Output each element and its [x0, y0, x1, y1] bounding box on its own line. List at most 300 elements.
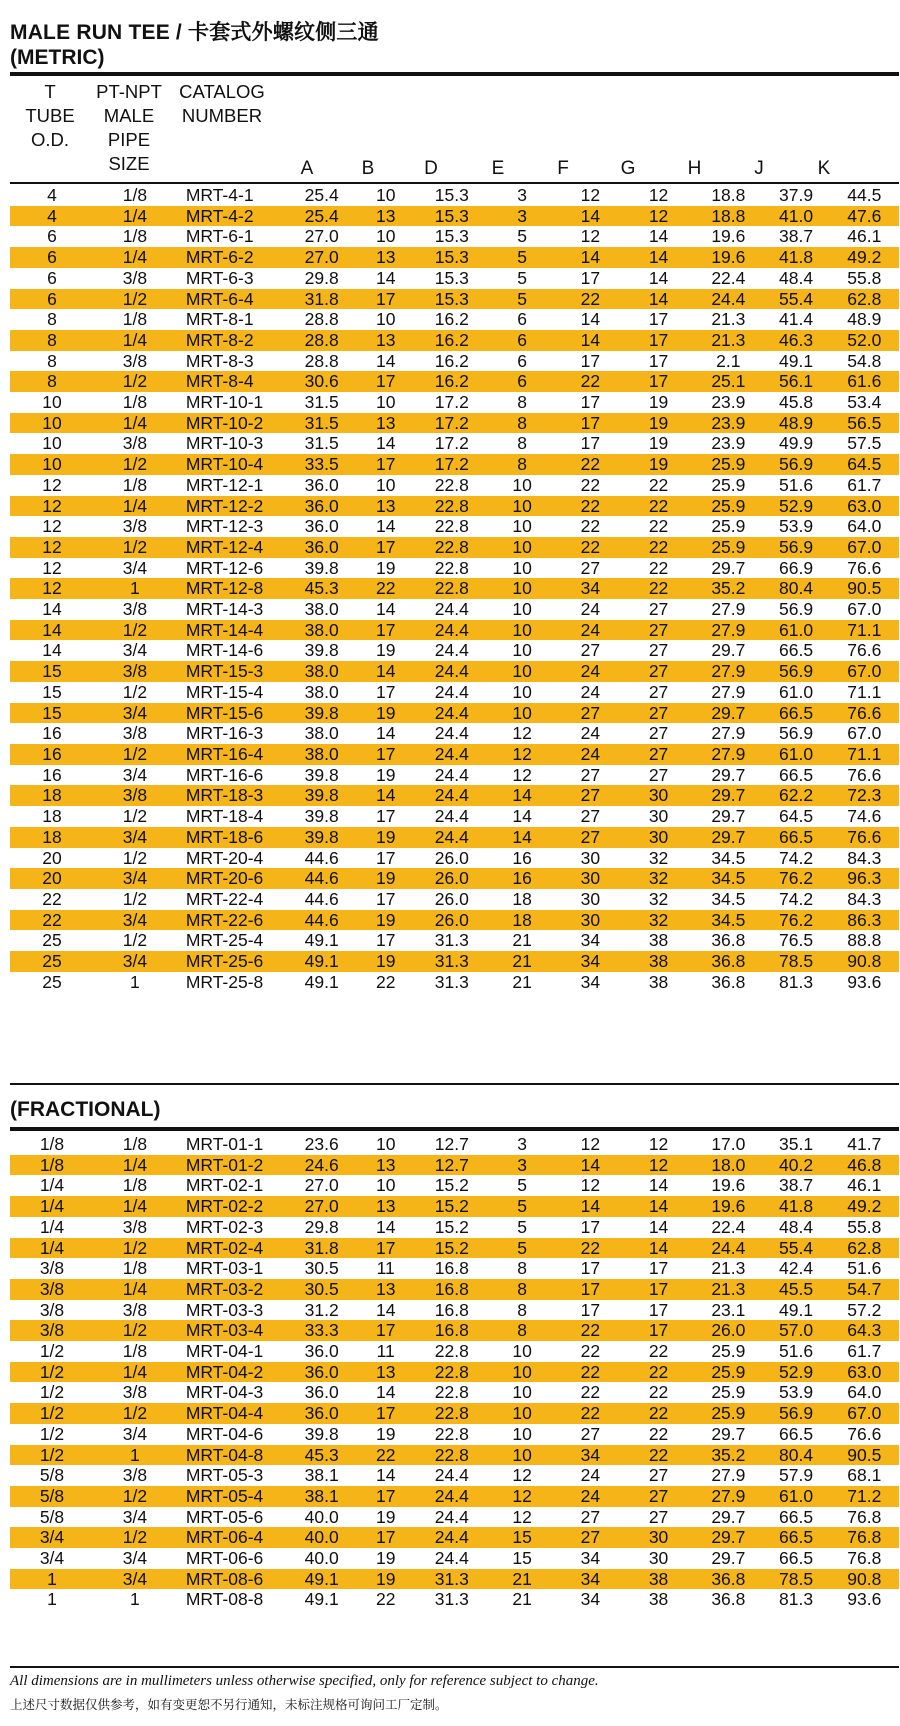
cell-dim-h: 29.7 — [694, 703, 762, 724]
cell-dim-d: 24.4 — [417, 827, 486, 848]
cell-dim-d: 17.2 — [434, 433, 469, 454]
cell-dim-e: 10 — [512, 1341, 532, 1362]
cell-dim-g: 12 — [623, 1155, 694, 1176]
cell-tube-od: 5/8 — [39, 1506, 65, 1527]
cell-dim-e: 21 — [486, 951, 557, 972]
table-row — [10, 1507, 899, 1528]
cell-dim-d: 16.2 — [434, 309, 469, 330]
cell-dim-e: 10 — [512, 1423, 532, 1444]
cell-dim-b: 17 — [354, 620, 417, 641]
cell-catalog-number: MRT-03-1 — [185, 1258, 264, 1279]
cell-dim-e: 6 — [486, 371, 557, 392]
cell-catalog-number: MRT-16-4 — [176, 744, 289, 765]
cell-dim-g: 38 — [648, 971, 669, 992]
cell-dim-k: 67.0 — [830, 537, 899, 558]
cell-dim-b: 10 — [375, 1175, 396, 1196]
cell-tube-od: 12 — [42, 474, 62, 495]
cell-pipe-size: 3/4 — [122, 640, 148, 661]
cell-dim-h: 24.4 — [694, 289, 762, 310]
cell-catalog-number: MRT-18-4 — [185, 806, 264, 827]
cell-dim-f: 17 — [558, 413, 623, 434]
cell-catalog-number: MRT-12-3 — [185, 516, 264, 537]
table-row — [10, 848, 899, 869]
cell-dim-a: 39.8 — [289, 785, 354, 806]
cell-catalog-number: MRT-03-4 — [176, 1320, 289, 1341]
cell-dim-f: 17 — [580, 1299, 601, 1320]
cell-dim-h: 18.8 — [694, 206, 762, 227]
cell-dim-g: 22 — [648, 1423, 669, 1444]
table-row — [10, 1134, 899, 1155]
cell-dim-f: 14 — [558, 206, 623, 227]
cell-dim-k: 64.0 — [847, 516, 882, 537]
cell-dim-j: 80.4 — [762, 1445, 829, 1466]
cell-dim-b: 14 — [375, 433, 396, 454]
cell-dim-b: 13 — [354, 247, 417, 268]
cell-dim-b: 17 — [354, 1320, 417, 1341]
cell-dim-g: 17 — [623, 1279, 694, 1300]
cell-pipe-size: 1/8 — [122, 1341, 148, 1362]
table-row — [10, 1341, 899, 1362]
cell-dim-j: 49.1 — [779, 1299, 814, 1320]
cell-dim-j: 48.4 — [779, 1216, 814, 1237]
table-row — [10, 1238, 899, 1259]
cell-dim-e: 12 — [512, 1465, 532, 1486]
cell-catalog-number: MRT-20-4 — [185, 847, 264, 868]
cell-dim-g: 27 — [648, 681, 669, 702]
cell-dim-d: 24.4 — [417, 744, 486, 765]
cell-dim-h: 2.1 — [716, 350, 741, 371]
cell-dim-e: 8 — [517, 433, 527, 454]
cell-dim-k: 90.8 — [830, 1569, 899, 1590]
cell-dim-g: 14 — [648, 226, 669, 247]
cell-tube-od: 6 — [47, 267, 57, 288]
cell-dim-j: 78.5 — [762, 1569, 829, 1590]
cell-tube-od: 12 — [10, 496, 94, 517]
table-row — [10, 1320, 899, 1341]
cell-dim-f: 24 — [580, 1465, 601, 1486]
cell-dim-a: 30.5 — [304, 1258, 339, 1279]
cell-dim-b: 19 — [354, 951, 417, 972]
cell-tube-od: 3/8 — [39, 1299, 65, 1320]
cell-catalog-number: MRT-14-3 — [185, 599, 264, 620]
cell-dim-d: 24.4 — [434, 806, 469, 827]
cell-dim-e: 12 — [512, 1506, 532, 1527]
cell-dim-f: 24 — [558, 1486, 623, 1507]
cell-dim-f: 24 — [580, 723, 601, 744]
cell-dim-k: 62.8 — [830, 1238, 899, 1259]
cell-dim-a: 31.8 — [289, 289, 354, 310]
cell-dim-e: 3 — [486, 206, 557, 227]
cell-dim-e: 8 — [486, 1279, 557, 1300]
cell-dim-f: 14 — [558, 330, 623, 351]
cell-dim-d: 15.3 — [434, 267, 469, 288]
cell-pipe-size: 3/8 — [94, 785, 176, 806]
cell-dim-e: 5 — [486, 289, 557, 310]
cell-dim-j: 57.9 — [779, 1465, 814, 1486]
cell-dim-j: 51.6 — [779, 1341, 814, 1362]
cell-dim-h: 29.7 — [694, 785, 762, 806]
cell-dim-g: 27 — [623, 744, 694, 765]
cell-dim-b: 17 — [375, 681, 396, 702]
cell-pipe-size: 1/8 — [122, 1175, 148, 1196]
cell-dim-e: 10 — [486, 661, 557, 682]
cell-dim-b: 19 — [354, 827, 417, 848]
cell-dim-a: 36.0 — [289, 1362, 354, 1383]
cell-dim-g: 22 — [648, 557, 669, 578]
header-letter-f: F — [557, 158, 569, 179]
cell-catalog-number: MRT-06-6 — [185, 1548, 264, 1569]
table-row — [10, 1258, 899, 1279]
cell-catalog-number: MRT-12-8 — [176, 578, 289, 599]
cell-dim-d: 17.2 — [417, 413, 486, 434]
cell-dim-d: 31.3 — [434, 971, 469, 992]
cell-dim-k: 96.3 — [830, 868, 899, 889]
cell-dim-d: 16.2 — [417, 330, 486, 351]
cell-dim-h: 34.5 — [711, 847, 746, 868]
cell-dim-a: 45.3 — [289, 578, 354, 599]
cell-dim-k: 64.3 — [830, 1320, 899, 1341]
cell-dim-e: 15 — [486, 1527, 557, 1548]
cell-tube-od: 3/8 — [10, 1320, 94, 1341]
cell-dim-e: 10 — [512, 640, 532, 661]
cell-dim-f: 12 — [580, 226, 601, 247]
cell-dim-k: 90.5 — [830, 578, 899, 599]
cell-dim-a: 49.1 — [304, 930, 339, 951]
cell-dim-j: 51.6 — [779, 474, 814, 495]
cell-dim-d: 24.4 — [417, 661, 486, 682]
cell-dim-g: 17 — [648, 1258, 669, 1279]
cell-catalog-number: MRT-08-6 — [176, 1569, 289, 1590]
cell-dim-d: 22.8 — [434, 1341, 469, 1362]
cell-dim-b: 14 — [375, 723, 396, 744]
cell-dim-j: 37.9 — [779, 185, 814, 205]
header-pipe-size: PT-NPT MALE PIPE SIZE — [96, 81, 162, 174]
cell-dim-k: 76.8 — [830, 1527, 899, 1548]
cell-dim-b: 13 — [354, 496, 417, 517]
table-row — [10, 827, 899, 848]
cell-dim-g: 22 — [623, 537, 694, 558]
cell-dim-e: 5 — [486, 1238, 557, 1259]
cell-dim-d: 24.4 — [434, 1548, 469, 1569]
cell-dim-k: 55.8 — [847, 1216, 882, 1237]
cell-dim-h: 23.9 — [711, 392, 746, 413]
cell-dim-a: 36.0 — [304, 1382, 339, 1403]
cell-pipe-size: 3/4 — [94, 951, 176, 972]
table-row — [10, 1175, 899, 1196]
cell-dim-h: 35.2 — [694, 578, 762, 599]
cell-pipe-size: 1/2 — [122, 847, 148, 868]
table-row — [10, 1445, 899, 1466]
cell-catalog-number: MRT-10-1 — [185, 392, 264, 413]
table-row — [10, 537, 899, 558]
fractional-bottom-rule — [10, 1666, 899, 1668]
cell-dim-e: 10 — [486, 1362, 557, 1383]
cell-dim-e: 3 — [486, 1155, 557, 1176]
cell-catalog-number: MRT-14-4 — [176, 620, 289, 641]
cell-dim-f: 17 — [558, 1279, 623, 1300]
cell-dim-f: 27 — [580, 557, 601, 578]
cell-dim-h: 19.6 — [694, 1196, 762, 1217]
cell-dim-k: 74.6 — [847, 806, 882, 827]
cell-dim-k: 67.0 — [830, 1403, 899, 1424]
cell-pipe-size: 1/2 — [94, 1320, 176, 1341]
cell-dim-d: 22.8 — [417, 578, 486, 599]
cell-dim-h: 25.9 — [694, 1403, 762, 1424]
fractional-table — [10, 1134, 899, 1610]
cell-dim-j: 45.8 — [779, 392, 814, 413]
cell-dim-b: 19 — [375, 1548, 396, 1569]
header-letter-j: J — [754, 158, 764, 179]
cell-tube-od: 20 — [42, 847, 62, 868]
cell-tube-od: 1/2 — [10, 1362, 94, 1383]
cell-dim-e: 6 — [517, 309, 527, 330]
metric-bottom-rule — [10, 1083, 899, 1085]
cell-dim-f: 24 — [580, 681, 601, 702]
cell-dim-b: 22 — [354, 1445, 417, 1466]
cell-pipe-size: 3/8 — [122, 350, 148, 371]
cell-pipe-size: 3/8 — [94, 661, 176, 682]
cell-dim-g: 22 — [648, 1382, 669, 1403]
cell-pipe-size: 3/8 — [122, 1382, 148, 1403]
cell-pipe-size: 1/4 — [94, 1155, 176, 1176]
cell-tube-od: 1/4 — [10, 1196, 94, 1217]
cell-dim-a: 44.6 — [289, 868, 354, 889]
cell-dim-a: 39.8 — [289, 703, 354, 724]
cell-dim-e: 8 — [517, 392, 527, 413]
cell-dim-j: 52.9 — [762, 1362, 829, 1383]
cell-pipe-size: 3/4 — [122, 1506, 148, 1527]
cell-pipe-size: 1/4 — [94, 1196, 176, 1217]
table-row — [10, 330, 899, 351]
table-row — [10, 661, 899, 682]
cell-dim-d: 31.3 — [417, 951, 486, 972]
cell-dim-k: 49.2 — [830, 1196, 899, 1217]
cell-pipe-size: 1/4 — [94, 247, 176, 268]
cell-dim-k: 67.0 — [847, 723, 882, 744]
cell-dim-j: 66.5 — [779, 764, 814, 785]
cell-pipe-size: 1 — [130, 971, 140, 992]
cell-dim-a: 30.6 — [289, 371, 354, 392]
cell-dim-j: 61.0 — [762, 744, 829, 765]
cell-dim-d: 22.8 — [417, 1445, 486, 1466]
cell-dim-f: 27 — [580, 806, 601, 827]
table-row — [10, 910, 899, 931]
cell-dim-e: 12 — [512, 723, 532, 744]
cell-dim-a: 36.0 — [304, 516, 339, 537]
page-title — [10, 20, 379, 45]
cell-dim-e: 10 — [512, 557, 532, 578]
cell-dim-k: 71.1 — [847, 681, 882, 702]
cell-pipe-size: 1/2 — [94, 371, 176, 392]
cell-dim-k: 76.6 — [830, 703, 899, 724]
table-row — [10, 703, 899, 724]
cell-dim-j: 53.9 — [779, 516, 814, 537]
cell-dim-e: 10 — [486, 578, 557, 599]
cell-dim-g: 19 — [648, 433, 669, 454]
table-row — [10, 413, 899, 434]
cell-dim-b: 14 — [375, 1382, 396, 1403]
cell-dim-j: 53.9 — [779, 1382, 814, 1403]
cell-dim-d: 15.3 — [417, 247, 486, 268]
cell-dim-b: 17 — [375, 806, 396, 827]
cell-catalog-number: MRT-02-4 — [176, 1238, 289, 1259]
cell-dim-k: 47.6 — [830, 206, 899, 227]
cell-dim-g: 32 — [623, 910, 694, 931]
cell-dim-d: 16.2 — [434, 350, 469, 371]
cell-dim-f: 24 — [580, 599, 601, 620]
cell-dim-h: 27.9 — [711, 599, 746, 620]
cell-dim-e: 12 — [486, 744, 557, 765]
cell-dim-a: 38.1 — [289, 1486, 354, 1507]
cell-dim-b: 10 — [375, 226, 396, 247]
cell-dim-j: 56.9 — [779, 599, 814, 620]
cell-dim-a: 44.6 — [304, 888, 339, 909]
cell-dim-g: 32 — [623, 868, 694, 889]
cell-pipe-size: 3/4 — [122, 1548, 148, 1569]
cell-dim-g: 12 — [623, 206, 694, 227]
cell-pipe-size: 1/2 — [94, 1238, 176, 1259]
cell-dim-d: 24.4 — [434, 1465, 469, 1486]
cell-catalog-number: MRT-03-3 — [185, 1299, 264, 1320]
cell-dim-j: 62.2 — [762, 785, 829, 806]
cell-dim-f: 27 — [558, 703, 623, 724]
cell-dim-a: 31.8 — [289, 1238, 354, 1259]
cell-dim-e: 16 — [512, 847, 532, 868]
cell-dim-h: 29.7 — [711, 1423, 746, 1444]
cell-dim-d: 24.4 — [434, 599, 469, 620]
cell-dim-f: 22 — [580, 1341, 601, 1362]
cell-dim-j: 41.0 — [762, 206, 829, 227]
cell-dim-j: 45.5 — [762, 1279, 829, 1300]
cell-dim-a: 31.5 — [289, 413, 354, 434]
cell-catalog-number: MRT-06-4 — [176, 1527, 289, 1548]
cell-dim-j: 46.3 — [762, 330, 829, 351]
cell-pipe-size: 3/8 — [122, 1465, 148, 1486]
cell-pipe-size: 3/4 — [122, 1423, 148, 1444]
cell-dim-e: 18 — [486, 910, 557, 931]
cell-dim-k: 57.2 — [847, 1299, 882, 1320]
cell-pipe-size: 1/2 — [122, 930, 148, 951]
cell-dim-f: 12 — [580, 1175, 601, 1196]
cell-pipe-size: 1 — [94, 1445, 176, 1466]
cell-pipe-size: 1/2 — [94, 289, 176, 310]
cell-dim-g: 38 — [623, 951, 694, 972]
cell-dim-d: 12.7 — [417, 1155, 486, 1176]
table-row — [10, 972, 899, 993]
cell-tube-od: 22 — [42, 888, 62, 909]
cell-dim-e: 8 — [517, 1299, 527, 1320]
cell-pipe-size: 3/4 — [94, 827, 176, 848]
cell-dim-g: 30 — [623, 827, 694, 848]
cell-dim-j: 48.4 — [779, 267, 814, 288]
cell-dim-k: 84.3 — [847, 847, 882, 868]
cell-dim-j: 48.9 — [762, 413, 829, 434]
cell-catalog-number: MRT-10-2 — [176, 413, 289, 434]
cell-catalog-number: MRT-02-1 — [185, 1175, 264, 1196]
cell-pipe-size: 3/8 — [122, 723, 148, 744]
cell-dim-k: 51.6 — [847, 1258, 882, 1279]
cell-tube-od: 25 — [10, 951, 94, 972]
cell-dim-d: 24.4 — [434, 764, 469, 785]
table-row — [10, 433, 899, 454]
cell-dim-d: 15.2 — [417, 1196, 486, 1217]
cell-dim-h: 25.1 — [694, 371, 762, 392]
cell-catalog-number: MRT-22-4 — [185, 888, 264, 909]
cell-dim-d: 26.0 — [434, 888, 469, 909]
cell-dim-e: 15 — [512, 1548, 532, 1569]
cell-dim-a: 28.8 — [289, 330, 354, 351]
cell-dim-k: 71.2 — [830, 1486, 899, 1507]
cell-dim-h: 36.8 — [694, 951, 762, 972]
table-row — [10, 620, 899, 641]
cell-dim-b: 17 — [354, 744, 417, 765]
cell-dim-k: 64.0 — [847, 1382, 882, 1403]
cell-dim-j: 66.9 — [779, 557, 814, 578]
cell-dim-g: 30 — [648, 1548, 669, 1569]
cell-dim-d: 24.4 — [434, 1506, 469, 1527]
cell-dim-j: 66.5 — [762, 703, 829, 724]
cell-dim-e: 16 — [486, 868, 557, 889]
cell-tube-od: 6 — [10, 289, 94, 310]
cell-pipe-size: 3/4 — [94, 868, 176, 889]
cell-dim-h: 24.4 — [694, 1238, 762, 1259]
cell-dim-h: 21.3 — [711, 1258, 746, 1279]
table-row — [10, 289, 899, 310]
cell-dim-j: 52.9 — [762, 496, 829, 517]
cell-dim-e: 3 — [517, 1134, 527, 1154]
cell-tube-od: 1 — [10, 1569, 94, 1590]
cell-dim-e: 10 — [512, 516, 532, 537]
cell-dim-g: 19 — [648, 392, 669, 413]
cell-dim-k: 64.5 — [830, 454, 899, 475]
cell-dim-h: 34.5 — [694, 868, 762, 889]
cell-catalog-number: MRT-02-3 — [185, 1216, 264, 1237]
cell-dim-d: 16.8 — [417, 1279, 486, 1300]
cell-dim-e: 5 — [517, 267, 527, 288]
cell-pipe-size: 1/2 — [94, 537, 176, 558]
cell-dim-f: 22 — [558, 1362, 623, 1383]
table-row — [10, 392, 899, 413]
fractional-section-title: (FRACTIONAL) — [10, 1098, 161, 1121]
cell-dim-k: 55.8 — [847, 267, 882, 288]
cell-dim-j: 49.1 — [779, 350, 814, 371]
cell-catalog-number: MRT-25-4 — [185, 930, 264, 951]
cell-dim-b: 17 — [354, 1403, 417, 1424]
cell-dim-d: 24.4 — [417, 1527, 486, 1548]
cell-dim-k: 56.5 — [830, 413, 899, 434]
cell-dim-d: 24.4 — [417, 1486, 486, 1507]
cell-dim-f: 12 — [580, 185, 601, 205]
cell-dim-g: 17 — [623, 371, 694, 392]
header-top-rule — [10, 72, 899, 76]
cell-catalog-number: MRT-15-3 — [176, 661, 289, 682]
cell-dim-b: 17 — [354, 454, 417, 475]
cell-tube-od: 3/4 — [10, 1527, 94, 1548]
table-row — [10, 744, 899, 765]
cell-dim-d: 31.3 — [417, 1569, 486, 1590]
cell-tube-od: 12 — [42, 557, 62, 578]
cell-dim-a: 30.5 — [289, 1279, 354, 1300]
table-row — [10, 889, 899, 910]
cell-dim-j: 78.5 — [762, 951, 829, 972]
metric-table — [10, 185, 899, 992]
cell-dim-b: 17 — [354, 371, 417, 392]
cell-dim-b: 14 — [375, 267, 396, 288]
cell-dim-k: 72.3 — [830, 785, 899, 806]
cell-dim-j: 41.4 — [779, 309, 814, 330]
cell-tube-od: 3/8 — [39, 1258, 65, 1279]
cell-dim-f: 30 — [558, 868, 623, 889]
